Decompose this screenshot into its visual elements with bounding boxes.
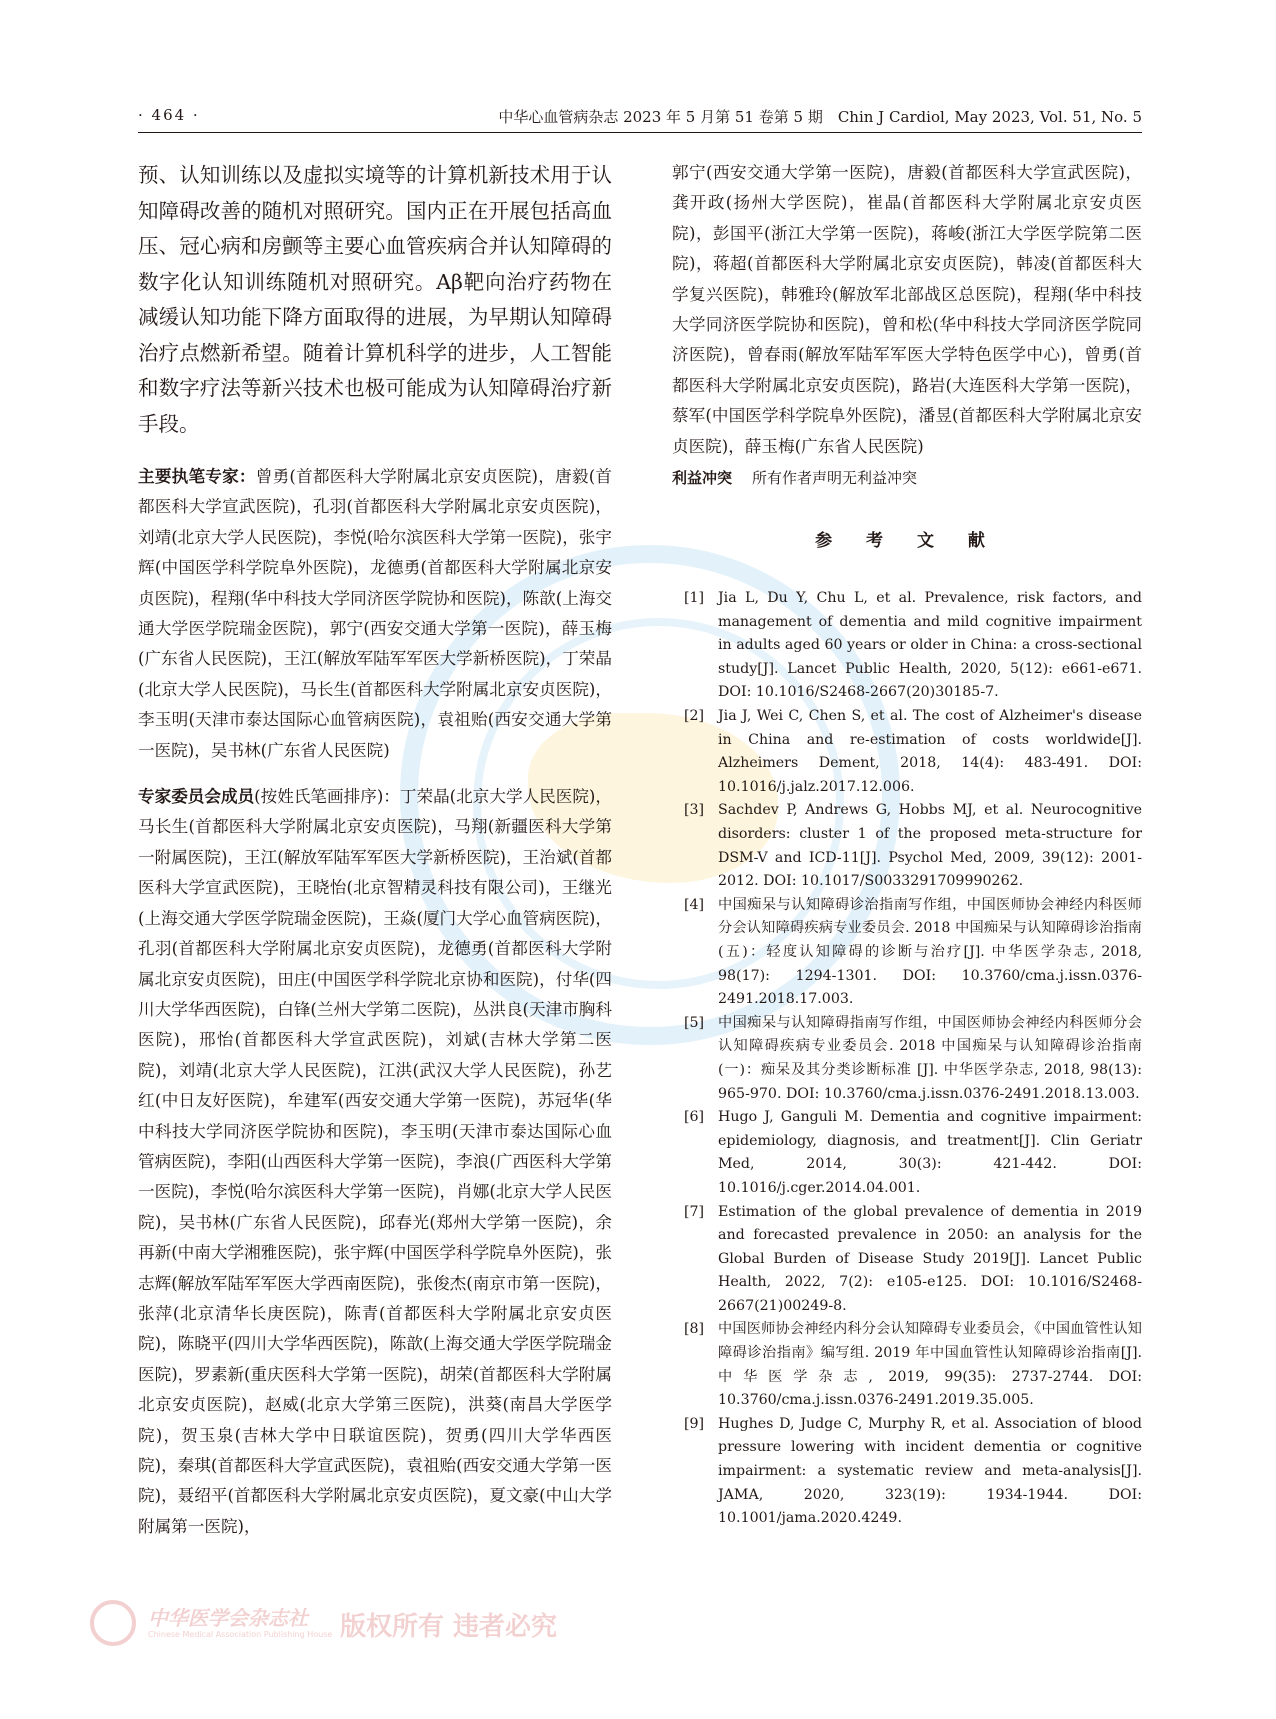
publisher-name: 中华医学会杂志社 (148, 1606, 308, 1630)
reference-text: 中国痴呆与认知障碍指南写作组，中国医师协会神经内科医师分会认知障碍疾病专业委员会. 2018 中国痴呆与认知障碍诊治指南(一)：痴呆及其分类诊断标准 [J]. 中华医学杂志, 2018, 98(13): 965-970. DOI: 10.3760/cma.j.issn.0376-2491.2018.13.003. (718, 1014, 1142, 1102)
reference-number: [5] (684, 1014, 705, 1031)
reference-text: 中国痴呆与认知障碍诊治指南写作组，中国医师协会神经内科医师分会认知障碍疾病专业委员会. 2018 中国痴呆与认知障碍诊治指南(五)：轻度认知障碍的诊断与治疗[J]. 中华医学杂志, 2018, 98(17): 1294-1301. DOI: 10.3760/cma.j.issn.0376-2491.2018.17.003. (718, 896, 1142, 1008)
reference-number: [2] (684, 708, 705, 725)
coi-label: 利益冲突 (672, 469, 733, 488)
committee-section (138, 782, 612, 1542)
lead-writers-label: 主要执笔专家： (138, 467, 256, 486)
reference-number: [1] (684, 590, 705, 607)
publisher-logo-icon (90, 1600, 136, 1646)
reference-text: Jia J, Wei C, Chen S, et al. The cost of Alzheimer's disease in China and re-estimation of costs worldwide[J]. Alzheimers Dement, 2018, 14(4): 483-491. DOI: 10.1016/j.jalz.2017.12.006. (718, 708, 1142, 795)
reference-number: [3] (684, 802, 705, 819)
reference-item (672, 894, 1142, 1012)
rights-notice: 版权所有 违者必究 (340, 1612, 558, 1642)
reference-text: 中国医师协会神经内科分会认知障碍专业委员会，《中国血管性认知障碍诊治指南》编写组. 2019 年中国血管性认知障碍诊治指南[J]. 中华医学杂志, 2019, 99(35): 2737-2744. DOI: 10.3760/cma.j.issn.0376-2491.2019.35.005. (718, 1321, 1142, 1409)
reference-item (672, 1106, 1142, 1200)
reference-number: [8] (684, 1321, 705, 1338)
left-column (138, 158, 612, 1542)
reference-list (672, 587, 1142, 1531)
page-number: · 464 · (138, 106, 200, 124)
body-paragraph: 预、认知训练以及虚拟实境等的计算机新技术用于认知障碍改善的随机对照研究。国内正在开展包括高血压、冠心病和房颤等主要心血管疾病合并认知障碍的数字化认知训练随机对照研究。Aβ靶向治疗药物在减缓认知功能下降方面取得的进展，为早期认知障碍治疗点燃新希望。随着计算机科学的进步，人工智能和数字疗法等新兴技术也极可能成为认知障碍治疗新手段。 (138, 163, 612, 436)
publisher-name-en: Chinese Medical Association Publishing House (148, 1630, 333, 1639)
reference-item (672, 587, 1142, 705)
lead-writers-section (138, 462, 612, 766)
reference-number: [7] (684, 1203, 705, 1220)
reference-text: Hugo J, Ganguli M. Dementia and cognitive impairment: epidemiology, diagnosis, and treatment[J]. Clin Geriatr Med, 2014, 30(3): 421-442. DOI: 10.1016/j.cger.2014.04.001. (718, 1109, 1142, 1196)
committee-list: (按姓氏笔画排序)：丁荣晶(北京大学人民医院)，马长生(首都医科大学附属北京安贞医院)，马翔(新疆医科大学第一附属医院)，王江(解放军陆军军医大学新桥医院)，王治斌(首都医科大学宣武医院)，王晓怡(北京智精灵科技有限公司)，王继光(上海交通大学医学院瑞金医院)，王焱(厦门大学心血管病医院)，孔羽(首都医科大学附属北京安贞医院)，龙德勇(首都医科大学附属北京安贞医院)，田庄(中国医学科学院北京协和医院)，付华(四川大学华西医院)，白锋(兰州大学第二医院)，丛洪良(天津市胸科医院)，邢怡(首都医科大学宣武医院)，刘斌(吉林大学第二医院)，刘靖(北京大学人民医院)，江洪(武汉大学人民医院)，孙艺红(中日友好医院)，牟建军(西安交通大学第一医院)，苏冠华(华中科技大学同济医学院协和医院)，李玉明(天津市泰达国际心血管病医院)，李阳(山西医科大学第一医院)，李浪(广西医科大学第一医院)，李悦(哈尔滨医科大学第一医院)，肖娜(北京大学人民医院)，吴书林(广东省人民医院)，邱春光(郑州大学第一医院)，余再新(中南大学湘雅医院)，张宇辉(中国医学科学院阜外医院)，张志辉(解放军陆军军医大学西南医院)，张俊杰(南京市第一医院)，张萍(北京清华长庚医院)，陈青(首都医科大学附属北京安贞医院)，陈晓平(四川大学华西医院)，陈歆(上海交通大学医学院瑞金医院)，罗素新(重庆医科大学第一医院)，胡荣(首都医科大学附属北京安贞医院)，赵威(北京大学第三医院)，洪葵(南昌大学医学院)，贺玉泉(吉林大学中日联谊医院)，贺勇(四川大学华西医院)，秦琪(首都医科大学宣武医院)，袁祖贻(西安交通大学第一医院)，聂绍平(首都医科大学附属北京安贞医院)，夏文豪(中山大学附属第一医院)， (138, 787, 612, 1536)
reference-number: [4] (684, 896, 705, 913)
reference-item (672, 1413, 1142, 1531)
lead-writers-list: 曾勇(首都医科大学附属北京安贞医院)，唐毅(首都医科大学宣武医院)，孔羽(首都医科大学附属北京安贞医院)，刘靖(北京大学人民医院)，李悦(哈尔滨医科大学第一医院)，张宇辉(中国医学科学院阜外医院)，龙德勇(首都医科大学附属北京安贞医院)，程翔(华中科技大学同济医学院协和医院)，陈歆(上海交通大学医学院瑞金医院)，郭宁(西安交通大学第一医院)，薛玉梅(广东省人民医院)，王江(解放军陆军军医大学新桥医院)，丁荣晶(北京大学人民医院)，马长生(首都医科大学附属北京安贞医院)，李玉明(天津市泰达国际心血管病医院)，袁祖贻(西安交通大学第一医院)，吴书林(广东省人民医院) (138, 467, 613, 760)
committee-label: 专家委员会成员 (138, 787, 255, 807)
reference-item (672, 1201, 1142, 1319)
conflict-of-interest (672, 464, 1142, 492)
reference-item (672, 1318, 1142, 1412)
reference-text: Hughes D, Judge C, Murphy R, et al. Association of blood pressure lowering with incident dementia or cognitive impairment: a systematic review and meta-analysis[J]. JAMA, 2020, 323(19): 1934-1944. DOI: 10.1001/jama.2020.4249. (718, 1415, 1142, 1527)
page-header (138, 104, 1142, 133)
reference-item (672, 1012, 1142, 1106)
reference-text: Sachdev P, Andrews G, Hobbs MJ, et al. Neurocognitive disorders: cluster 1 of the proposed meta-structure for DSM-V and ICD-11[J]. Psychol Med, 2009, 39(12): 2001-2012. DOI: 10.1017/S0033291709990262. (718, 802, 1142, 890)
reference-number: [9] (684, 1415, 705, 1432)
reference-item (672, 799, 1142, 893)
journal-citation: 中华心血管病杂志 2023 年 5 月第 51 卷第 5 期 Chin J Cardiol, May 2023, Vol. 51, No. 5 (498, 108, 1142, 126)
reference-item (672, 705, 1142, 799)
reference-number: [6] (684, 1109, 705, 1126)
reference-text: Estimation of the global prevalence of dementia in 2019 and forecasted prevalence in 2050: an analysis for the Global Burden of Disease Study 2019[J]. Lancet Public Health, 2022, 7(2): e105-e125. DOI: 10.1016/S2468-2667(21)00249-8. (718, 1203, 1142, 1314)
committee-list-continued: 郭宁(西安交通大学第一医院)，唐毅(首都医科大学宣武医院)，龚开政(扬州大学医院)，崔晶(首都医科大学附属北京安贞医院)，彭国平(浙江大学第一医院)，蒋峻(浙江大学医学院第二医院)，蒋超(首都医科大学附属北京安贞医院)，韩凌(首都医科大学复兴医院)，韩雅玲(解放军北部战区总医院)，程翔(华中科技大学同济医学院协和医院)，曾和松(华中科技大学同济医学院同济医院)，曾春雨(解放军陆军军医大学特色医学中心)，曾勇(首都医科大学附属北京安贞医院)，路岩(大连医科大学第一医院)，蔡军(中国医学科学院阜外医院)，潘昱(首都医科大学附属北京安贞医院)，薛玉梅(广东省人民医院) (672, 163, 1142, 456)
references-heading: 参 考 文 献 (815, 531, 999, 552)
publisher-watermark (90, 1600, 610, 1650)
reference-text: Jia L, Du Y, Chu L, et al. Prevalence, risk factors, and management of dementia and mild cognitive impairment in adults aged 60 years or older in China: a cross-sectional study[J]. Lancet Public Health, 2020, 5(12): e661-e671. DOI: 10.1016/S2468-2667(20)30185-7. (718, 590, 1142, 701)
coi-statement: 所有作者声明无利益冲突 (752, 469, 918, 488)
right-column (672, 158, 1142, 1531)
